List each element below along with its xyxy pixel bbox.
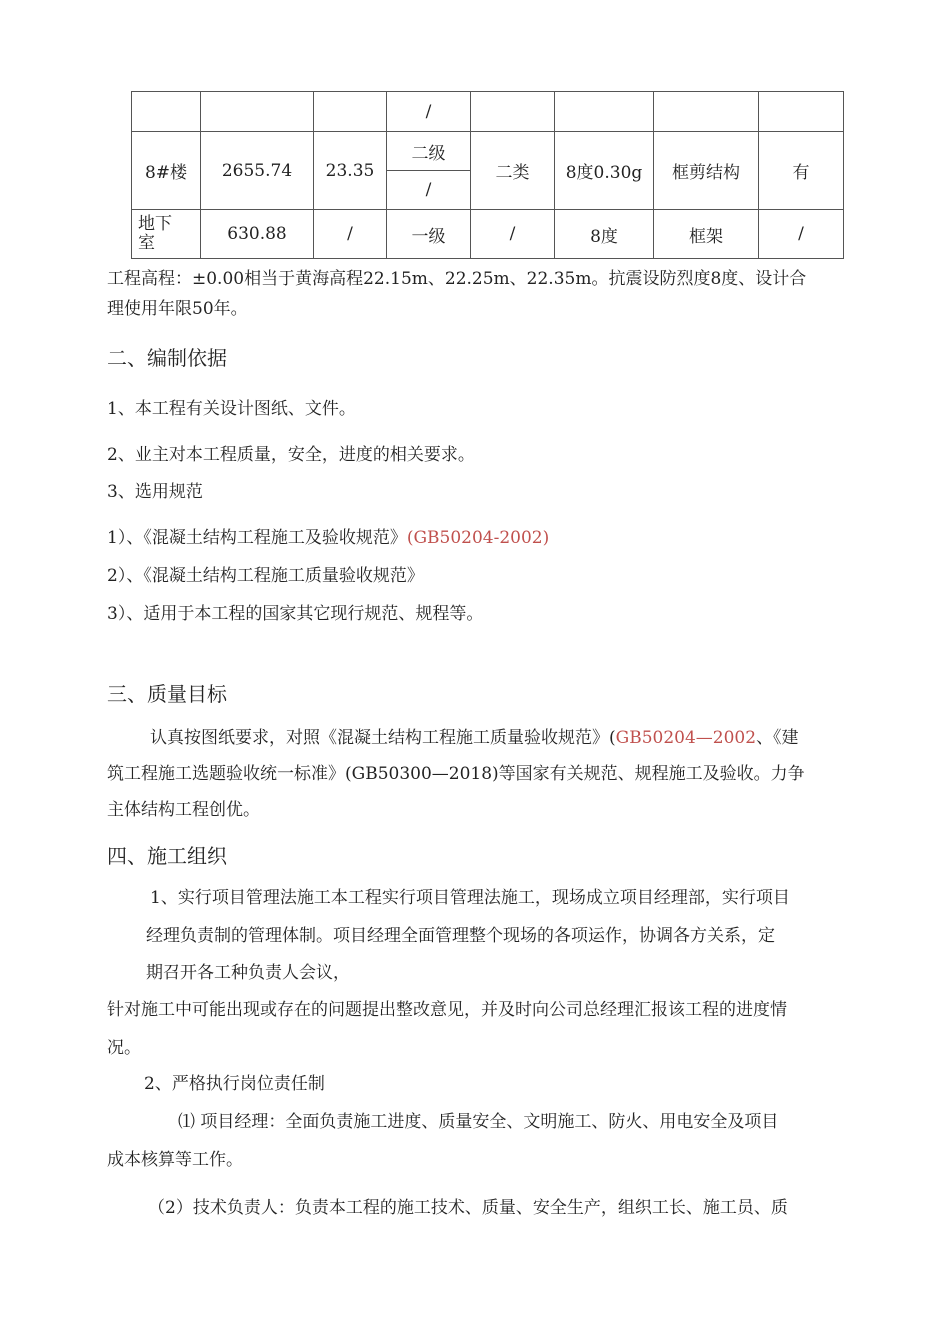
building-spec-table <box>131 91 844 259</box>
building-level-b-cell: / <box>387 171 471 210</box>
org-sub1-line-1: ⑴ 项目经理：全面负责施工进度、质量安全、文明施工、防火、用电安全及项目 <box>178 1112 779 1132</box>
spec-item-2: 2）、《混凝土结构工程施工质量验收规范》 <box>107 566 424 586</box>
quality-line-3: 主体结构工程创优。 <box>107 800 260 820</box>
basement-flag-cell: / <box>759 210 844 259</box>
basement-seismic-cell: 8度 <box>555 210 654 259</box>
table-row <box>132 132 844 171</box>
spec-item-1-text: 1）、《混凝土结构工程施工及验收规范》 <box>107 528 407 548</box>
org-sub2-line-1: （2）技术负责人：负责本工程的施工技术、质量、安全生产，组织工长、施工员、质 <box>148 1198 788 1218</box>
building-category-cell: 二类 <box>471 132 555 210</box>
building-height-cell: 23.35 <box>314 132 387 210</box>
section-3-heading: 三、质量目标 <box>107 682 227 706</box>
table-row <box>132 92 844 132</box>
org-p2-line-2: 况。 <box>107 1038 141 1058</box>
basement-level-cell: 一级 <box>387 210 471 259</box>
basement-category-cell: / <box>471 210 555 259</box>
quality-code-red: GB50204—2002 <box>615 728 757 748</box>
table-cell: / <box>387 92 471 132</box>
building-seismic-cell: 8度0.30g <box>555 132 654 210</box>
basement-structure-cell: 框架 <box>654 210 759 259</box>
table-row <box>132 210 844 259</box>
building-area-cell: 2655.74 <box>201 132 314 210</box>
org-sub1-line-2: 成本核算等工作。 <box>107 1150 243 1170</box>
basis-item-3: 3、选用规范 <box>107 482 203 502</box>
org-p1-line-3: 期召开各工种负责人会议， <box>146 963 350 983</box>
elevation-line-2: 理使用年限50年。 <box>107 299 248 319</box>
spec-item-1 <box>107 529 549 547</box>
basement-height-cell: / <box>314 210 387 259</box>
basis-item-1: 1、本工程有关设计图纸、文件。 <box>107 399 356 419</box>
quality-line-1: 认真按图纸要求，对照《混凝土结构工程施工质量验收规范》(GB50204—2002、《建 <box>150 728 799 748</box>
building-flag-cell: 有 <box>759 132 844 210</box>
basis-item-2: 2、业主对本工程质量，安全，进度的相关要求。 <box>107 445 475 465</box>
org-p1-line-2: 经理负责制的管理体制。项目经理全面管理整个现场的各项运作，协调各方关系，定 <box>146 926 775 946</box>
org-item-2: 2、严格执行岗位责任制 <box>144 1074 325 1094</box>
building-structure-cell: 框剪结构 <box>654 132 759 210</box>
building-name-cell: 8#楼 <box>132 132 201 210</box>
building-level-a-cell: 二级 <box>387 132 471 171</box>
spec-item-1-code: (GB50204-2002) <box>406 528 550 548</box>
org-p2-line-1: 针对施工中可能出现或存在的问题提出整改意见，并及时向公司总经理汇报该工程的进度情 <box>107 1000 787 1020</box>
elevation-line-1: 工程高程：±0.00相当于黄海高程22.15m、22.25m、22.35m。抗震设防烈度8度、设计合 <box>107 269 807 289</box>
quality-line-2: 筑工程施工选题验收统一标准》(GB50300—2018)等国家有关规范、规程施工及验收。力争 <box>107 764 805 784</box>
basement-name-cell: 地下室 <box>132 210 201 259</box>
section-4-heading: 四、施工组织 <box>107 844 227 868</box>
section-2-heading: 二、编制依据 <box>107 346 227 370</box>
spec-item-3: 3）、适用于本工程的国家其它现行规范、规程等。 <box>107 604 484 624</box>
org-p1-line-1: 1、实行项目管理法施工本工程实行项目管理法施工，现场成立项目经理部，实行项目 <box>150 888 790 908</box>
basement-area-cell: 630.88 <box>201 210 314 259</box>
